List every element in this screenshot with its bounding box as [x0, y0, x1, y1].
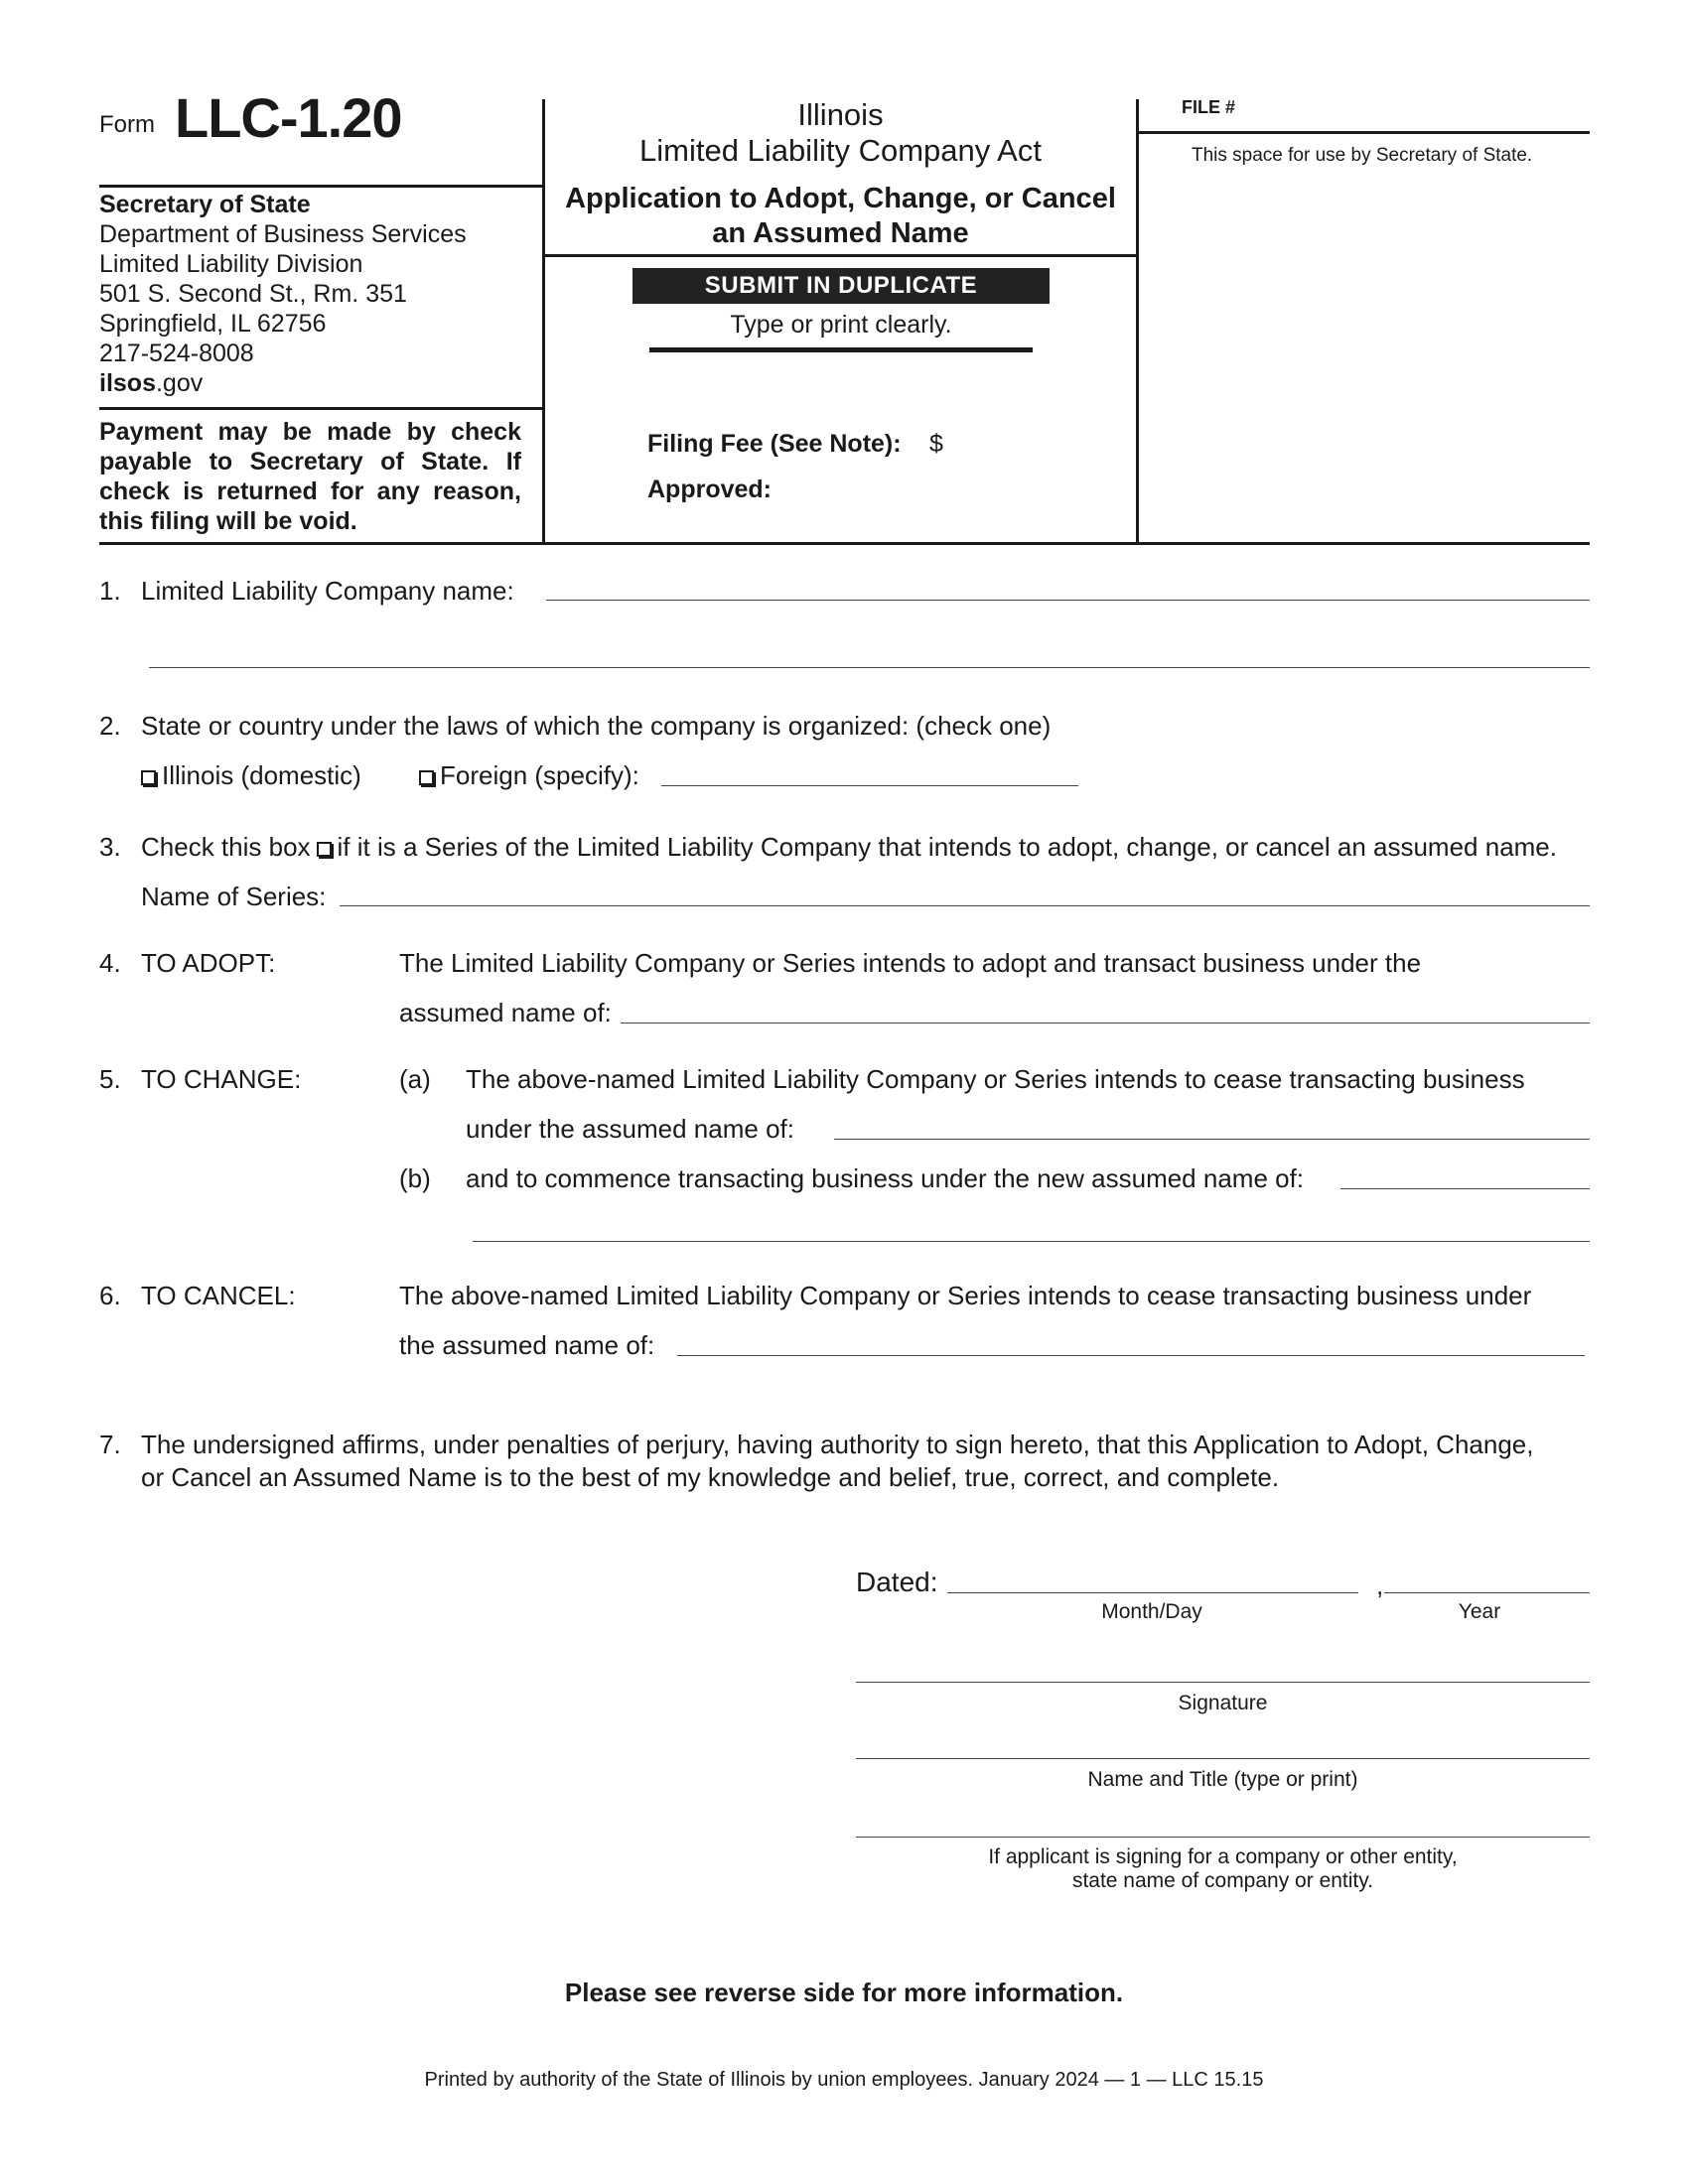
dated-year-field[interactable]	[1384, 1592, 1590, 1593]
agency-website[interactable]: ilsos.gov	[99, 369, 204, 397]
to-adopt-heading: TO ADOPT:	[141, 948, 276, 978]
form-number: LLC-1.20	[175, 86, 402, 149]
state-name: Illinois	[797, 97, 884, 132]
to-cancel-heading: TO CANCEL:	[141, 1281, 296, 1310]
change-b-marker: (b)	[399, 1163, 431, 1193]
to-cancel-text: The above-named Limited Liability Company or Series intends to cease transacting business under	[399, 1281, 1532, 1310]
checkbox-icon[interactable]	[419, 770, 434, 785]
change-b-text: and to commence transacting business under the new assumed name of:	[466, 1163, 1305, 1193]
agency-line: Springfield, IL 62756	[99, 310, 327, 338]
printed-by-footer: Printed by authority of the State of Illinois by union employees. January 2024 — 1 — LLC 15.15	[424, 2069, 1264, 2091]
series-name-field[interactable]	[340, 905, 1590, 906]
filing-fee-label: Filing Fee (See Note):	[647, 430, 902, 458]
print-instruction: Type or print clearly.	[730, 311, 952, 339]
change-a-marker: (a)	[399, 1064, 431, 1094]
organization-state-label: State or country under the laws of which the company is organized: (check one)	[141, 711, 1052, 741]
submit-banner: SUBMIT IN DUPLICATE	[633, 268, 1050, 304]
year-caption: Year	[1458, 1600, 1501, 1623]
signature-caption: Signature	[1178, 1692, 1268, 1714]
item-number: 1.	[99, 576, 121, 606]
sos-space-note: This space for use by Secretary of State.	[1192, 145, 1533, 166]
llc-name-field[interactable]	[546, 600, 1590, 601]
foreign-specify-field[interactable]	[661, 785, 1078, 786]
form-title-line2: an Assumed Name	[712, 217, 969, 249]
item-number: 5.	[99, 1064, 121, 1094]
name-title-caption: Name and Title (type or print)	[1087, 1768, 1358, 1791]
item-number: 2.	[99, 711, 121, 741]
cancel-name-label: the assumed name of:	[399, 1330, 655, 1360]
reverse-side-note: Please see reverse side for more information.	[564, 1978, 1124, 2007]
change-new-assumed-name-field[interactable]	[1340, 1188, 1590, 1189]
adopt-assumed-name-field[interactable]	[621, 1023, 1590, 1024]
signature-field[interactable]	[856, 1682, 1590, 1683]
divider	[649, 347, 1033, 352]
agency-phone: 217-524-8008	[99, 340, 254, 367]
agency-title: Secretary of State	[99, 191, 311, 218]
checkbox-icon[interactable]	[141, 770, 156, 785]
llc-name-field-continued[interactable]	[149, 667, 1590, 668]
item-number: 6.	[99, 1281, 121, 1310]
agency-line: Department of Business Services	[99, 220, 467, 248]
to-change-heading: TO CHANGE:	[141, 1064, 302, 1094]
dated-label: Dated:	[856, 1567, 938, 1597]
item-number: 3.	[99, 832, 121, 862]
item-number: 7.	[99, 1430, 121, 1459]
form-prefix: Form	[99, 111, 155, 138]
checkbox-icon[interactable]	[317, 842, 332, 857]
entity-name-field[interactable]	[856, 1837, 1590, 1838]
dated-month-day-field[interactable]	[947, 1592, 1358, 1593]
month-day-caption: Month/Day	[1101, 1600, 1202, 1623]
series-name-label: Name of Series:	[141, 882, 327, 911]
affirmation-line2: or Cancel an Assumed Name is to the best of my knowledge and belief, true, correct, and complete.	[141, 1462, 1280, 1492]
date-comma: ,	[1376, 1570, 1384, 1600]
name-title-field[interactable]	[856, 1758, 1590, 1759]
change-a-text: The above-named Limited Liability Company or Series intends to cease transacting business	[466, 1064, 1525, 1094]
divider	[545, 254, 1136, 257]
change-old-assumed-name-field[interactable]	[834, 1139, 1590, 1140]
item-number: 4.	[99, 948, 121, 978]
form-title-line1: Application to Adopt, Change, or Cancel	[565, 183, 1116, 214]
act-name: Limited Liability Company Act	[639, 133, 1042, 168]
payment-note: Payment may be made by check payable to Secretary of State. If check is returned for any reason, this filing will be void.	[99, 418, 521, 535]
adopt-name-label: assumed name of:	[399, 998, 612, 1027]
filing-fee-currency: $	[929, 430, 943, 458]
header-bottom-rule	[99, 542, 1590, 545]
divider	[99, 407, 542, 410]
series-checkbox-row: Check this box if it is a Series of the Limited Liability Company that intends to adopt, change, or cancel an assumed name.	[141, 832, 1557, 862]
option-foreign[interactable]: Foreign (specify):	[419, 760, 639, 791]
agency-line: Limited Liability Division	[99, 250, 363, 278]
change-old-name-label: under the assumed name of:	[466, 1114, 794, 1144]
cancel-assumed-name-field[interactable]	[677, 1355, 1585, 1356]
change-new-assumed-name-field-continued[interactable]	[473, 1241, 1590, 1242]
entity-caption: If applicant is signing for a company or other entity, state name of company or entity.	[988, 1845, 1458, 1892]
divider	[99, 185, 542, 188]
option-illinois-domestic[interactable]: Illinois (domestic)	[141, 760, 361, 791]
agency-line: 501 S. Second St., Rm. 351	[99, 280, 407, 308]
approved-label: Approved:	[647, 476, 772, 503]
to-adopt-text: The Limited Liability Company or Series intends to adopt and transact business under the	[399, 948, 1422, 978]
divider	[1139, 131, 1590, 134]
agency-address	[99, 190, 467, 398]
affirmation-line1: The undersigned affirms, under penalties of perjury, having authority to sign hereto, that this Application to Adopt, Change,	[141, 1430, 1534, 1459]
column-divider	[1136, 99, 1139, 544]
llc-name-label: Limited Liability Company name:	[141, 576, 514, 606]
file-number-label: FILE #	[1182, 97, 1236, 117]
